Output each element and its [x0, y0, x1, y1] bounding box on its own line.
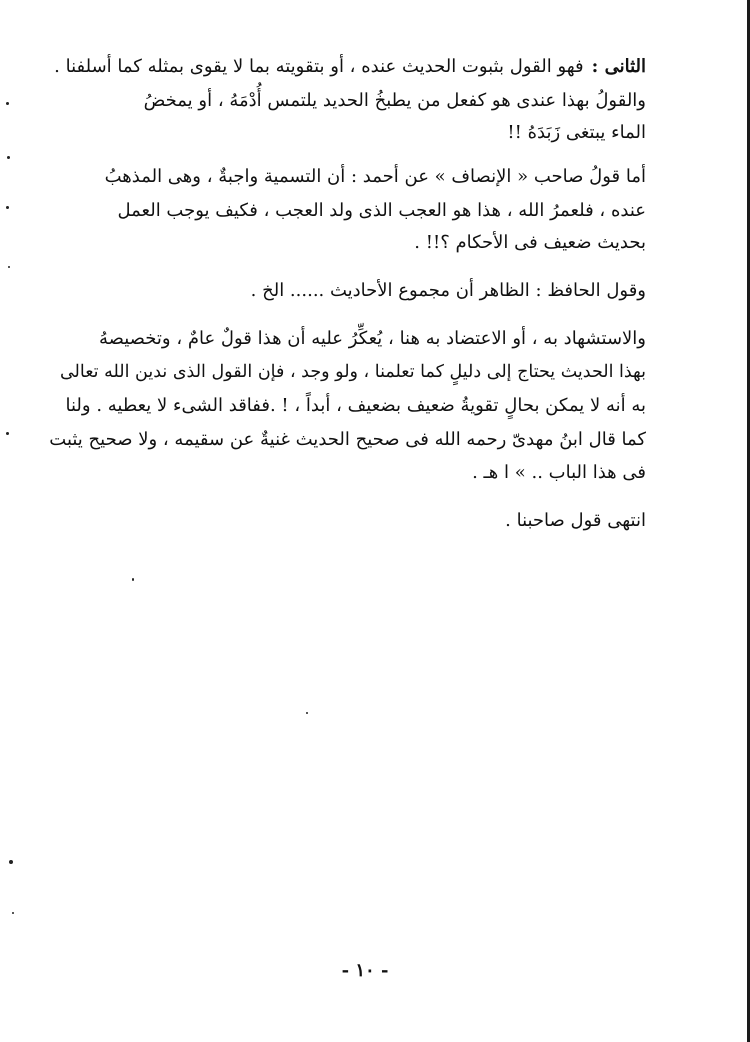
text-line — [251, 276, 646, 306]
text-line — [472, 458, 646, 488]
scan-speck — [12, 912, 14, 914]
scan-speck — [132, 578, 134, 581]
line-text: فى هذا الباب .. » ا هـ . — [472, 462, 646, 483]
scan-speck — [9, 860, 13, 864]
text-line — [118, 196, 647, 226]
text-line — [507, 118, 646, 148]
line-text: به أنه لا يمكن بحالٍ تقويةُ ضعيف بضعيف ، أبداً ، ! .ففاقد الشىء لا يعطيه . ولنا — [65, 395, 646, 416]
text-line — [505, 506, 646, 536]
scan-speck — [6, 206, 9, 209]
text-line — [99, 324, 646, 354]
line-text: والاستشهاد به ، أو الاعتضاد به هنا ، يُعكِّرُ عليه أن هذا قولٌ عامٌ ، وتخصيصهُ — [98, 328, 646, 349]
scan-speck — [306, 712, 308, 714]
line-text: أما قولُ صاحب « الإنصاف » عن أحمد : أن التسمية واجبةٌ ، وهى المذهبُ — [104, 166, 646, 187]
text-line — [66, 391, 647, 421]
text-line — [414, 228, 646, 258]
line-text: وقول الحافظ : الظاهر أن مجموع الأحاديث ...... الخ . — [250, 280, 646, 301]
line-text: بهذا الحديث يحتاج إلى دليلٍ كما تعلمنا ، ولو وجد ، فإن القول الذى ندين الله تعالى — [59, 362, 646, 382]
scan-speck — [8, 266, 10, 268]
text-line — [144, 86, 646, 116]
section-label: الثانى : — [591, 56, 646, 77]
text-line — [49, 425, 646, 455]
scan-speck — [6, 102, 9, 105]
line-text: الماء يبتغى زَبَدَهُ !! — [507, 122, 646, 143]
page-number: - ١٠ - — [341, 960, 389, 981]
line-text: فهو القول بثبوت الحديث عنده ، أو بتقويته بما لا يقوى بمثله كما أسلفنا . — [54, 56, 584, 77]
scan-speck — [7, 156, 10, 159]
line-text: انتهى قول صاحبنا . — [505, 510, 646, 531]
text-line — [60, 357, 646, 387]
text-line — [54, 52, 646, 82]
line-text: بحديث ضعيف فى الأحكام ؟!! . — [414, 232, 646, 253]
line-text: والقولُ بهذا عندى هو كفعل من يطبخُ الحديد يلتمس أُدْمَهُ ، أو يمخضُ — [143, 90, 646, 111]
line-text: كما قال ابنُ مهدىّ رحمه الله فى صحيح الحديث غنيةٌ عن سقيمه ، ولا صحيح يثبت — [49, 429, 646, 450]
line-text: عنده ، فلعمرُ الله ، هذا هو العجب الذى ولد العجب ، فكيف يوجب العمل — [117, 200, 646, 221]
scan-speck — [6, 432, 9, 435]
text-line — [105, 162, 646, 192]
